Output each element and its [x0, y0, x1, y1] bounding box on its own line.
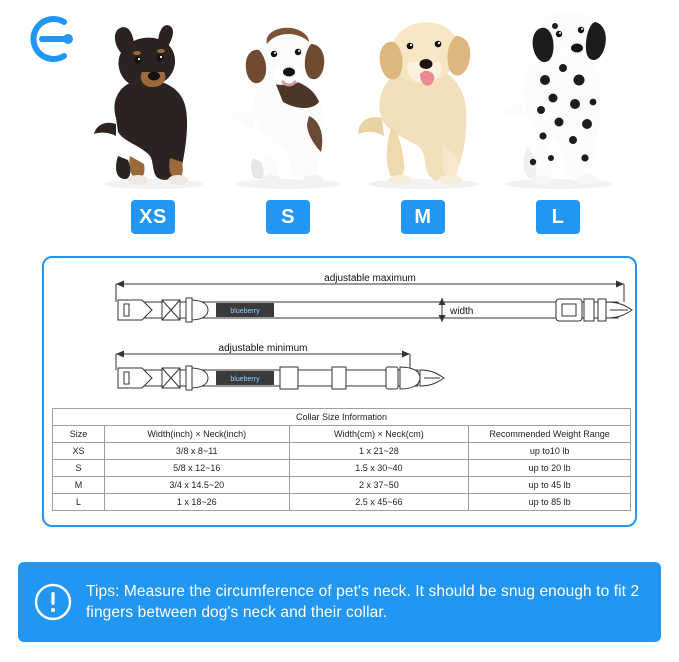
table-row [53, 477, 631, 494]
tips-text: Tips: Measure the circumference of pet's neck. It should be snug enough to fit 2 fingers between dog's neck and their collar. [86, 583, 640, 621]
black-and-tan-puppy [78, 6, 228, 192]
collar-size-table [52, 408, 631, 511]
svg-text:adjustable maximum: adjustable maximum [324, 273, 416, 284]
header-cm: Width(cm) × Neck(cm) [289, 426, 469, 443]
cell-size: L [53, 494, 105, 511]
collar-size-panel [42, 256, 637, 527]
table-row [53, 460, 631, 477]
dog-cell-l [483, 0, 633, 240]
table-caption: Collar Size Information [53, 409, 631, 426]
cell-inch: 3/4 x 14.5~20 [104, 477, 289, 494]
dog-cell-m [348, 0, 498, 240]
blueberry-pet-logo [18, 10, 76, 68]
cell-inch: 5/8 x 12~16 [104, 460, 289, 477]
beagle [213, 6, 363, 192]
cell-cm: 2.5 x 45~66 [289, 494, 469, 511]
cell-cm: 2 x 37~50 [289, 477, 469, 494]
cell-weight: up to10 lb [469, 443, 631, 460]
svg-text:adjustable minimum: adjustable minimum [218, 343, 308, 354]
dog-size-row [78, 0, 678, 240]
cell-size: XS [53, 443, 105, 460]
cell-cm: 1.5 x 30~40 [289, 460, 469, 477]
tips-banner [18, 562, 661, 642]
cell-cm: 1 x 21~28 [289, 443, 469, 460]
table-caption-row [53, 409, 631, 426]
cell-size: S [53, 460, 105, 477]
size-badge-l: L [536, 200, 580, 234]
svg-text:blueberry: blueberry [230, 376, 260, 383]
dog-cell-s [213, 0, 363, 240]
size-badge-s: S [266, 200, 310, 234]
cell-inch: 3/8 x 8~11 [104, 443, 289, 460]
golden-retriever [348, 6, 498, 192]
table-row [53, 494, 631, 511]
table-header-row [53, 426, 631, 443]
svg-text:blueberry: blueberry [230, 308, 260, 315]
header-inch: Width(inch) × Neck(inch) [104, 426, 289, 443]
header-size: Size [53, 426, 105, 443]
size-badge-xs: XS [131, 200, 175, 234]
cell-weight: up to 85 lb [469, 494, 631, 511]
table-row [53, 443, 631, 460]
exclamation-circle-icon [34, 583, 72, 621]
header-weight: Recommended Weight Range [469, 426, 631, 443]
size-badge-m: M [401, 200, 445, 234]
cell-size: M [53, 477, 105, 494]
cell-weight: up to 45 lb [469, 477, 631, 494]
dalmatian [483, 6, 633, 192]
dog-cell-xs [78, 0, 228, 240]
cell-weight: up to 20 lb [469, 460, 631, 477]
svg-text:width: width [450, 306, 474, 317]
collar-diagram [44, 258, 635, 408]
cell-inch: 1 x 18~26 [104, 494, 289, 511]
